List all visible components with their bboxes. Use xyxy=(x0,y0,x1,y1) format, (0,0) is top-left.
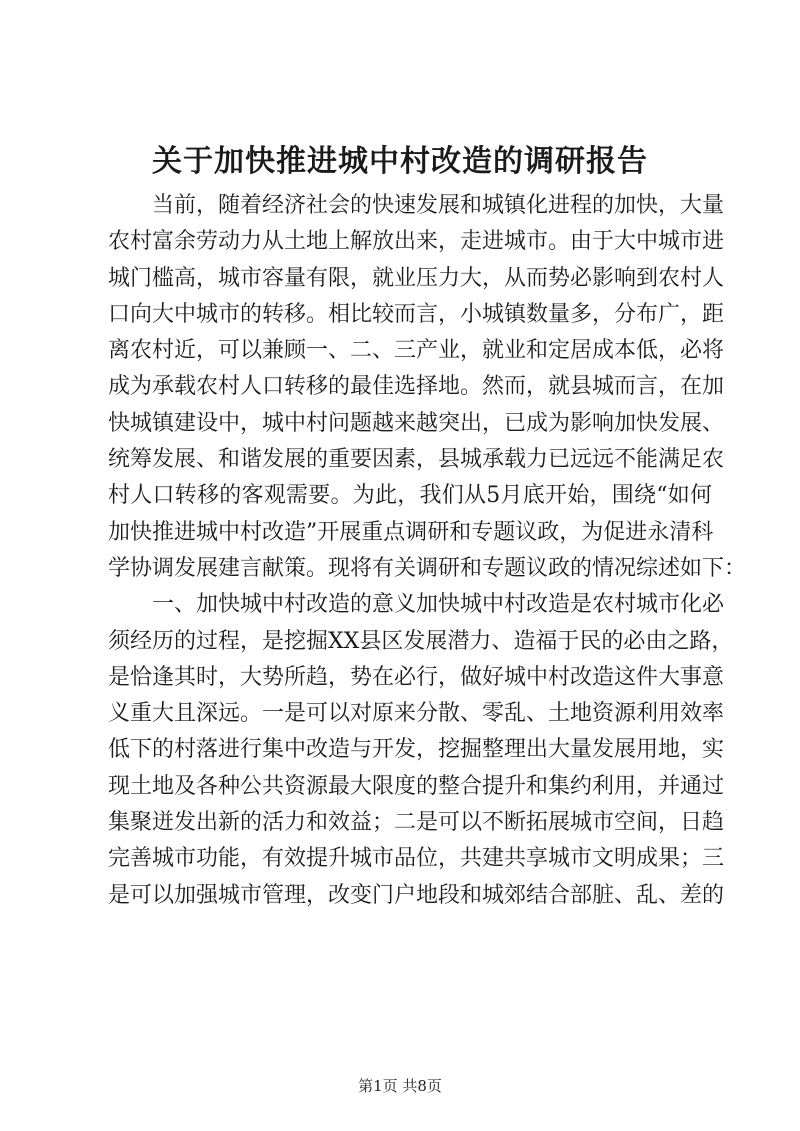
paragraph-line: 当前，随着经济社会的快速发展和城镇化进程的加快，大量 xyxy=(152,193,725,218)
paragraph-line: 须经历的过程，是挖掘XX县区发展潜力、造福于民的必由之路， xyxy=(108,628,734,654)
paragraph-line: 完善城市功能，有效提升城市品位，共建共享城市文明成果；三 xyxy=(108,846,725,872)
paragraph-line: 现土地及各种公共资源最大限度的整合提升和集约利用，并通过 xyxy=(108,773,725,799)
paragraph-line: 一、加快城中村改造的意义加快城中村改造是农村城市化必 xyxy=(152,592,725,618)
document-body xyxy=(108,188,747,914)
paragraph-line: 城门槛高，城市容量有限，就业压力大，从而势必影响到农村人 xyxy=(108,265,725,291)
page-footer: 第1页 共8页 xyxy=(358,1077,442,1095)
paragraph-line: 村人口转移的客观需要。为此，我们从5月底开始，围绕“如何 xyxy=(108,483,712,509)
paragraph-line: 义重大且深远。一是可以对原来分散、零乱、土地资源利用效率 xyxy=(108,701,725,727)
paragraph-line: 加快推进城中村改造”开展重点调研和专题议政，为促进永清科 xyxy=(108,519,714,545)
paragraph-line: 是恰逢其时，大势所趋，势在必行，做好城中村改造这件大事意 xyxy=(108,664,725,690)
paragraph-line: 快城镇建设中，城中村问题越来越突出，已成为影响加快发展、 xyxy=(108,410,725,436)
paragraph-line: 口向大中城市的转移。相比较而言，小城镇数量多，分布广，距 xyxy=(108,301,725,327)
paragraph-line: 是可以加强城市管理，改变门户地段和城郊结合部脏、乱、差的 xyxy=(108,882,725,908)
document-title: 关于加快推进城中村改造的调研报告 xyxy=(152,144,648,179)
paragraph-line: 农村富余劳动力从土地上解放出来，走进城市。由于大中城市进 xyxy=(108,229,725,255)
paragraph-line: 集聚迸发出新的活力和效益；二是可以不断拓展城市空间，日趋 xyxy=(108,810,725,836)
paragraph-line: 离农村近，可以兼顾一、二、三产业，就业和定居成本低，必将 xyxy=(108,338,725,364)
paragraph-line: 低下的村落进行集中改造与开发，挖掘整理出大量发展用地，实 xyxy=(108,737,725,763)
paragraph-line: 成为承载农村人口转移的最佳选择地。然而，就县城而言，在加 xyxy=(108,374,725,400)
paragraph-line: 统筹发展、和谐发展的重要因素，县城承载力已远远不能满足农 xyxy=(108,447,725,473)
paragraph-line: 学协调发展建言献策。现将有关调研和专题议政的情况综述如下： xyxy=(108,555,747,581)
